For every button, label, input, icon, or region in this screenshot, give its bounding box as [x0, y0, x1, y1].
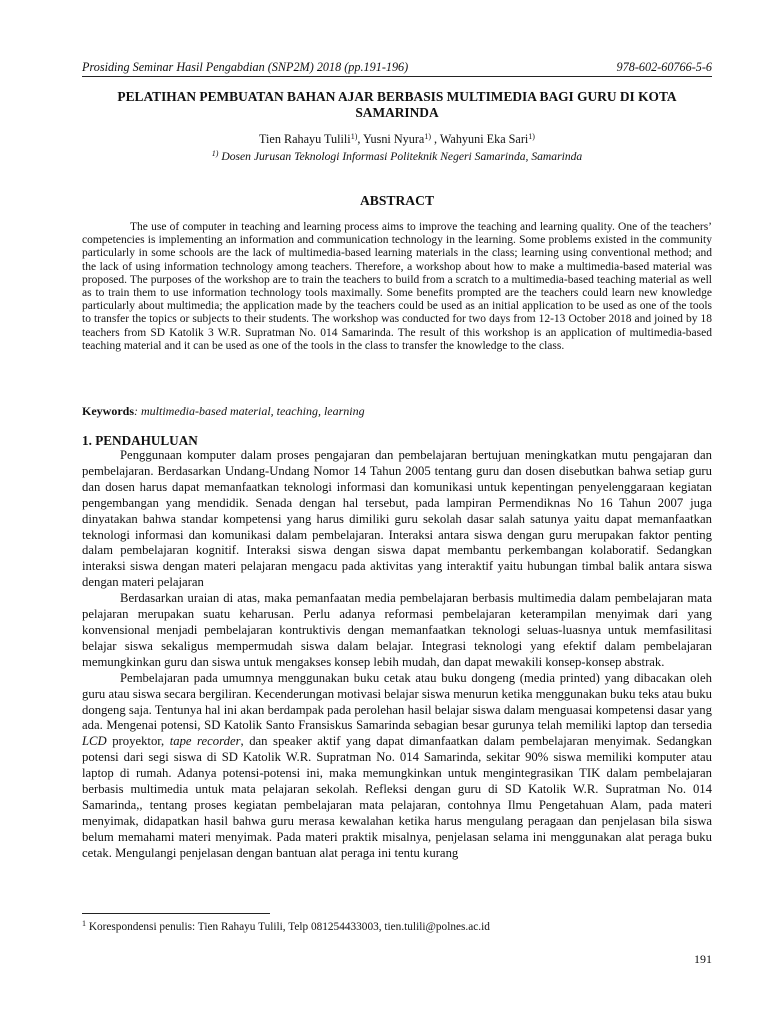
running-header [82, 60, 712, 75]
author-separator: , [357, 132, 364, 146]
body-paragraph: Penggunaan komputer dalam proses pengajaran dan pembelajaran bertujuan meningkatkan mutu pengajaran dan pembelajaran. Berdasarkan Undang-Undang Nomor 14 Tahun 2005 tentang guru dan dosen disebutkan bahwa setiap guru dan dosen harus dapat memanfaatkan teknologi informasi dan komunikasi untuk kepentingan penyelenggaraan kegiatan pengembangan yang mendidik. Senada dengan hal tersebut, pada lampiran Permendiknas No 16 Tahun 2007 juga dinyatakan bahwa standar kompetensi yang harus dimiliki guru sekolah dasar salah satunya yaitu dapat memanfaatkan teknologi informasi dan komunikasi dalam pembelajaran. Interaksi antara siswa dengan guru merupakan faktor penting dalam pembelajaran kognitif. Interaksi siswa dengan siswa dapat membantu perkembangan kolaboratif. Sedangkan interaksi siswa dengan materi pelajaran mengacu pada aktivitas yang interaktif yaitu hubungan timbal balik antara siswa dengan materi pelajaran [82, 448, 712, 590]
author-mark: 1) [528, 132, 535, 141]
paragraph-text: , dan speaker aktif yang dapat dimanfaatkan dalam pembelajaran menyimak. Sedangkan potensi dari segi siswa di SD Katolik W.R. Supratman No. 014 Samarinda, sekitar 90% siswa memiliki komputer atau laptop di rumah. Adanya potensi-potensi ini, maka memungkinkan untuk mengintegrasikan TIK dalam pembelajaran berbasis multimedia untuk mata pelajaran sekolah. Refleksi dengan guru di SD Katolik W.R. Supratman No. 014 Samarinda,, tentang proses kegiatan pembelajaran mata pelajaran, contohnya Ilmu Pengetahuan Alam, pada materi menyimak, didapatkan hasil bahwa guru merasa kewalahan ketika harus mengulang peragaan dan penjelasan bila siswa belum memahami materi menyimak. Pada materi praktik misalnya, penjelasan selama ini menggunakan alat peraga buku cetak. Mengulangi penjelasan dengan bantuan alat peraga ini tentu kurang [82, 734, 712, 860]
italic-term: tape recorder [169, 734, 241, 749]
body-text [82, 448, 712, 862]
header-rule [82, 76, 712, 77]
affiliation-text: Dosen Jurusan Teknologi Informasi Politeknik Negeri Samarinda, Samarinda [218, 150, 583, 163]
isbn: 978-602-60766-5-6 [616, 60, 712, 74]
abstract-heading: ABSTRACT [359, 193, 435, 208]
author-name: Tien Rahayu Tulili [259, 132, 351, 146]
author-separator: , [430, 132, 440, 146]
page-number: 191 [694, 952, 712, 966]
author-name: Yusni Nyura [363, 132, 425, 146]
section-heading-introduction: 1. PENDAHULUAN [82, 433, 198, 448]
affiliation-mark: 1) [211, 149, 219, 158]
author-mark: 1) [350, 132, 358, 141]
keywords-text: : multimedia-based material, teaching, learning [134, 404, 365, 418]
journal-name: Prosiding Seminar Hasil Pengabdian (SNP2M) 2018 (pp.191-196) [82, 60, 409, 74]
body-paragraph [82, 671, 712, 862]
author-mark: 1) [424, 132, 431, 141]
body-paragraph: Berdasarkan uraian di atas, maka pemanfaatan media pembelajaran berbasis multimedia dalam pembelajaran mata pelajaran merupakan suatu keharusan. Perlu adanya reformasi pembelajaran keterampilan menyimak dari yang konvensional menjadi pembelajaran kontruktivis dengan memanfaatkan teknologi seluas-luasnya untuk memfasilitasi belajar siswa sekaligus mempermudah siswa dalam belajar. Integrasi teknologi yang efektif dalam pembelajaran memungkinkan guru dan siswa untuk mengakses konsep lebih mudah, dan dapat mewakili konsep-konsep abstrak. [82, 591, 712, 669]
footnote [82, 920, 712, 934]
paper-title: PELATIHAN PEMBUATAN BAHAN AJAR BERBASIS MULTIMEDIA BAGI GURU DI KOTA SAMARINDA [117, 89, 677, 120]
keywords-label: Keywords [82, 404, 134, 418]
footnote-rule [82, 913, 270, 914]
italic-term: LCD [82, 734, 107, 749]
paragraph-text: Pembelajaran pada umumnya menggunakan buku cetak atau buku dongeng (media printed) yang dibacakan oleh guru atau siswa secara bergiliran. Kecenderungan motivasi belajar siswa menurun ketika menggunakan buku teks atau buku dongeng saja. Tentunya hal ini akan berdampak pada perolehan hasil belajar siswa dalam menguasai kompetensi dasar yang ada. Mengenai potensi, SD Katolik Santo Fransiskus Samarinda sebagian besar gurunya telah memiliki laptop dan tersedia [82, 670, 712, 733]
keywords [82, 404, 712, 419]
author-affiliation [82, 149, 712, 165]
footnote-mark: 1 [82, 919, 86, 928]
footnote-text: Korespondensi penulis: Tien Rahayu Tulili, Telp 081254433003, tien.tulili@polnes.ac.id [86, 921, 490, 933]
author-name: Wahyuni Eka Sari [439, 132, 529, 146]
author-list [82, 131, 712, 147]
paragraph-text: proyektor, [106, 734, 170, 749]
abstract-text: The use of computer in teaching and learning process aims to improve the teaching and learning quality. One of the teachers’ competencies is implementing an information and communication technology in the learning. Some problems existed in the community particularly in some schools are the lack of multimedia-based learning materials in the class; learning using conventional method; and the lack of using information technology among teachers. Therefore, a workshop about how to make a multimedia-based material was proposed. The purposes of the workshop are to train the teachers to build from a scratch to a multimedia-based teaching material as well as to train them to use information technology tools maximally. Some benefits prompted are the teachers could learn new knowledge particularly about multimedia; the application made by the teachers could be used as an initial application to be used as one of the tools to transfer the topics or subjects to their students. The workshop was conducted for two days from 12-13 October 2018 and joined by 18 teachers from SD Katolik 3 W.R. Supratman No. 014 Samarinda. The result of this workshop is an application of multimedia-based teaching material and it can be used as one of the tools in the class to transfer the knowledge to the class. [82, 221, 712, 352]
